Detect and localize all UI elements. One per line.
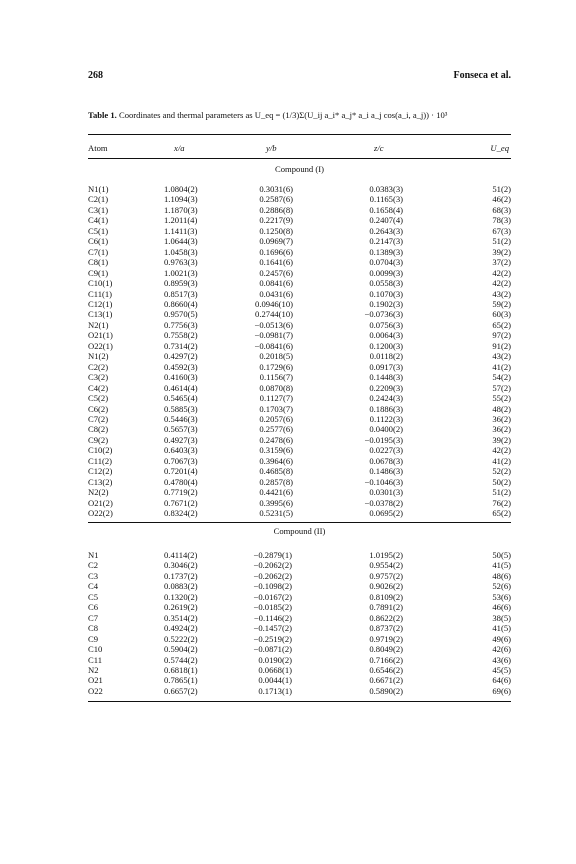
x-cell: 0.7067(3): [164, 455, 198, 466]
table-row: [88, 456, 511, 466]
ueq-cell: 46(6): [492, 602, 511, 613]
y-cell: −0.1098(2): [253, 581, 292, 592]
atom-cell: C11(2): [88, 455, 113, 466]
ueq-cell: 46(2): [492, 194, 511, 205]
table-row: [88, 435, 511, 445]
y-cell: 0.3964(6): [259, 455, 293, 466]
y-cell: 0.0946(10): [255, 298, 293, 309]
atom-cell: C9(1): [88, 267, 109, 278]
z-cell: 0.0118(2): [369, 351, 403, 362]
y-cell: −0.0841(6): [254, 340, 293, 351]
atom-cell: C12(2): [88, 466, 113, 477]
y-cell: 0.5231(5): [259, 508, 293, 519]
atom-cell: N1(1): [88, 184, 109, 194]
table-row: [88, 236, 511, 246]
ueq-cell: 45(5): [492, 664, 511, 675]
x-cell: 0.1737(2): [164, 570, 198, 581]
ueq-cell: 37(2): [492, 257, 511, 268]
atom-cell: C7(1): [88, 246, 109, 257]
x-cell: 0.5446(3): [164, 413, 198, 424]
ueq-cell: 51(2): [492, 184, 511, 194]
y-cell: 0.1713(1): [258, 685, 292, 696]
x-cell: 0.4114(2): [164, 550, 198, 560]
x-cell: 1.0804(2): [164, 184, 198, 194]
x-cell: 0.2619(2): [164, 602, 198, 613]
ueq-cell: 57(2): [492, 382, 511, 393]
x-cell: 1.0458(3): [164, 246, 198, 257]
table-row: [88, 341, 511, 351]
y-cell: 0.0668(1): [258, 664, 292, 675]
y-cell: 0.3031(6): [259, 184, 293, 194]
table-row: [88, 299, 511, 309]
ueq-cell: 52(6): [492, 581, 511, 592]
atom-cell: C4(2): [88, 382, 109, 393]
y-cell: 0.2744(10): [255, 309, 293, 320]
x-cell: 0.6818(1): [164, 664, 198, 675]
z-cell: 0.0695(2): [369, 508, 403, 519]
ueq-cell: 50(2): [492, 476, 511, 487]
ueq-cell: 43(6): [492, 654, 511, 665]
atom-cell: C7(2): [88, 413, 109, 424]
atom-cell: O22: [88, 685, 103, 696]
ueq-cell: 53(6): [492, 591, 511, 602]
table-row: [88, 247, 511, 257]
z-cell: 0.9026(2): [369, 581, 403, 592]
atom-cell: O21(1): [88, 330, 113, 341]
table-row: [88, 665, 511, 675]
x-cell: 0.4614(4): [164, 382, 198, 393]
atom-cell: C3: [88, 570, 99, 581]
x-cell: 0.8959(3): [164, 278, 198, 289]
y-cell: 0.3995(6): [259, 497, 293, 508]
atom-cell: C12(1): [88, 298, 113, 309]
y-cell: −0.2519(2): [253, 633, 292, 644]
atom-cell: C7: [88, 612, 99, 623]
ueq-cell: 78(3): [492, 215, 511, 226]
x-cell: 1.1094(3): [164, 194, 198, 205]
y-cell: 0.0044(1): [258, 675, 292, 686]
x-cell: 0.7719(2): [164, 487, 198, 498]
ueq-cell: 41(5): [492, 623, 511, 634]
x-cell: 0.9763(3): [164, 257, 198, 268]
z-cell: 0.2424(3): [369, 393, 403, 404]
z-cell: −0.0378(2): [364, 497, 403, 508]
z-cell: 0.0400(2): [369, 424, 403, 435]
z-cell: 0.0064(3): [369, 330, 403, 341]
ueq-cell: 39(2): [492, 434, 511, 445]
atom-cell: C2(1): [88, 194, 109, 205]
y-cell: 0.4421(6): [259, 487, 293, 498]
table-row: [88, 571, 511, 581]
ueq-cell: 65(2): [492, 319, 511, 330]
ueq-cell: 55(2): [492, 393, 511, 404]
table-row: [88, 215, 511, 225]
z-cell: 0.8622(2): [369, 612, 403, 623]
atom-cell: C3(2): [88, 372, 109, 383]
atom-cell: C5(1): [88, 225, 109, 236]
z-cell: 0.0558(3): [369, 278, 403, 289]
column-header-atom: Atom: [88, 143, 108, 153]
y-cell: 0.2577(6): [259, 424, 293, 435]
x-cell: 0.7201(4): [164, 466, 198, 477]
table-row: [88, 686, 511, 696]
x-cell: 0.4924(2): [164, 623, 198, 634]
table-row: [88, 592, 511, 602]
x-cell: 0.9570(5): [164, 309, 198, 320]
atom-cell: C13(1): [88, 309, 113, 320]
atom-cell: N1(2): [88, 351, 109, 362]
ueq-cell: 67(3): [492, 225, 511, 236]
table-row: [88, 362, 511, 372]
z-cell: 0.9757(2): [369, 570, 403, 581]
y-cell: 0.2057(6): [259, 413, 293, 424]
ueq-cell: 36(2): [492, 424, 511, 435]
z-cell: 0.2407(4): [369, 215, 403, 226]
y-cell: −0.1146(2): [253, 612, 292, 623]
z-cell: 0.0756(3): [369, 319, 403, 330]
atom-cell: C11(1): [88, 288, 113, 299]
z-cell: 0.0383(3): [369, 184, 403, 194]
z-cell: 0.0704(3): [369, 257, 403, 268]
x-cell: 0.8517(3): [164, 288, 198, 299]
ueq-cell: 38(5): [492, 612, 511, 623]
z-cell: 0.1486(3): [369, 466, 403, 477]
table-row: [88, 602, 511, 612]
atom-cell: C6: [88, 602, 99, 613]
table-row: [88, 257, 511, 267]
ueq-cell: 52(2): [492, 466, 511, 477]
x-cell: 0.7756(3): [164, 319, 198, 330]
x-cell: 0.5744(2): [164, 654, 198, 665]
y-cell: 0.2478(6): [259, 434, 293, 445]
y-cell: 0.1156(7): [259, 372, 293, 383]
x-cell: 0.1320(2): [164, 591, 198, 602]
header-rule: [88, 158, 511, 159]
x-cell: 0.3514(2): [164, 612, 198, 623]
atom-cell: N2(1): [88, 319, 109, 330]
z-cell: 1.0195(2): [369, 550, 403, 560]
table-row: [88, 184, 511, 194]
y-cell: −0.0981(7): [254, 330, 293, 341]
y-cell: 0.2018(5): [259, 351, 293, 362]
y-cell: 0.2886(8): [259, 204, 293, 215]
ueq-cell: 48(6): [492, 570, 511, 581]
table-row: [88, 351, 511, 361]
top-rule: [88, 134, 511, 135]
y-cell: 0.3159(6): [259, 445, 293, 456]
x-cell: 1.2011(4): [164, 215, 198, 226]
z-cell: 0.1070(3): [369, 288, 403, 299]
table-row: [88, 675, 511, 685]
z-cell: 0.2147(3): [369, 236, 403, 247]
y-cell: −0.2879(1): [253, 550, 292, 560]
ueq-cell: 69(6): [492, 685, 511, 696]
z-cell: 0.2209(3): [369, 382, 403, 393]
atom-cell: C10(1): [88, 278, 113, 289]
z-cell: 0.1886(3): [369, 403, 403, 414]
z-cell: 0.1165(3): [369, 194, 403, 205]
ueq-cell: 97(2): [492, 330, 511, 341]
x-cell: 0.4780(4): [164, 476, 198, 487]
table-row: [88, 226, 511, 236]
z-cell: 0.7891(2): [369, 602, 403, 613]
x-cell: 0.7671(2): [164, 497, 198, 508]
x-cell: 0.5885(3): [164, 403, 198, 414]
z-cell: −0.0195(3): [364, 434, 403, 445]
x-cell: 0.8660(4): [164, 298, 198, 309]
atom-cell: C9: [88, 633, 99, 644]
z-cell: 0.8109(2): [369, 591, 403, 602]
table-row: [88, 550, 511, 560]
y-cell: 0.4685(8): [259, 466, 293, 477]
ueq-cell: 68(3): [492, 204, 511, 215]
table-row: [88, 560, 511, 570]
table-row: [88, 383, 511, 393]
atom-cell: C10(2): [88, 445, 113, 456]
ueq-cell: 51(2): [492, 236, 511, 247]
table-row: [88, 644, 511, 654]
y-cell: 0.0969(7): [259, 236, 293, 247]
y-cell: 0.2857(8): [259, 476, 293, 487]
x-cell: 0.5222(2): [164, 633, 198, 644]
ueq-cell: 50(5): [492, 550, 511, 560]
x-cell: 1.0644(3): [164, 236, 198, 247]
x-cell: 0.5657(3): [164, 424, 198, 435]
x-cell: 0.8324(2): [164, 508, 198, 519]
z-cell: 0.7166(2): [369, 654, 403, 665]
atom-cell: N2: [88, 664, 99, 675]
ueq-cell: 36(2): [492, 413, 511, 424]
y-cell: 0.1703(7): [259, 403, 293, 414]
atom-cell: C10: [88, 644, 103, 655]
ueq-cell: 49(6): [492, 633, 511, 644]
atom-cell: C4(1): [88, 215, 109, 226]
z-cell: −0.1046(3): [364, 476, 403, 487]
table-row: [88, 498, 511, 508]
x-cell: 0.3046(2): [164, 560, 198, 571]
ueq-cell: 43(2): [492, 351, 511, 362]
atom-cell: O22(2): [88, 508, 113, 519]
running-head-authors: Fonseca et al.: [453, 70, 511, 81]
ueq-cell: 76(2): [492, 497, 511, 508]
y-cell: 0.1127(7): [259, 393, 293, 404]
x-cell: 0.5904(2): [164, 644, 198, 655]
atom-cell: C3(1): [88, 204, 109, 215]
compound-1-title: Compound (I): [275, 164, 324, 174]
y-cell: 0.0190(2): [258, 654, 292, 665]
table-row: [88, 309, 511, 319]
x-cell: 0.4592(3): [164, 361, 198, 372]
atom-cell: C2: [88, 560, 99, 571]
ueq-cell: 60(3): [492, 309, 511, 320]
y-cell: −0.1457(2): [253, 623, 292, 634]
table-row: [88, 205, 511, 215]
z-cell: 0.8737(2): [369, 623, 403, 634]
z-cell: 0.2643(3): [369, 225, 403, 236]
x-cell: 0.5465(4): [164, 393, 198, 404]
atom-cell: C5(2): [88, 393, 109, 404]
z-cell: 0.0917(3): [369, 361, 403, 372]
table-caption-text: Coordinates and thermal parameters as U_eq = (1/3)Σ(U_ij a_i* a_j* a_i a_j cos(a_i, a_j)) · 10³: [118, 110, 448, 120]
atom-cell: C2(2): [88, 361, 109, 372]
bottom-rule: [88, 701, 511, 702]
z-cell: 0.0099(3): [369, 267, 403, 278]
y-cell: 0.2587(6): [259, 194, 293, 205]
table-row: [88, 268, 511, 278]
x-cell: 1.1411(3): [164, 225, 198, 236]
y-cell: 0.1641(6): [259, 257, 293, 268]
table-row: [88, 581, 511, 591]
column-header-y: y/b: [266, 143, 277, 153]
y-cell: 0.2217(9): [259, 215, 293, 226]
column-header-ueq: U_eq: [490, 143, 509, 153]
atom-cell: C8: [88, 623, 99, 634]
ueq-cell: 51(2): [492, 487, 511, 498]
column-header-row: [88, 143, 511, 155]
page-number: 268: [88, 70, 103, 81]
atom-cell: C8(1): [88, 257, 109, 268]
x-cell: 0.4297(2): [164, 351, 198, 362]
y-cell: 0.1729(6): [259, 361, 293, 372]
z-cell: 0.1389(3): [369, 246, 403, 257]
atom-cell: O22(1): [88, 340, 113, 351]
ueq-cell: 59(2): [492, 298, 511, 309]
table-row: [88, 404, 511, 414]
table-row: [88, 289, 511, 299]
z-cell: 0.1658(4): [369, 204, 403, 215]
y-cell: 0.0841(6): [259, 278, 293, 289]
atom-cell: C9(2): [88, 434, 109, 445]
atom-cell: O21: [88, 675, 103, 686]
table-row: [88, 655, 511, 665]
y-cell: −0.2062(2): [253, 560, 292, 571]
page-header: [88, 70, 511, 81]
table-row: [88, 320, 511, 330]
table-row: [88, 477, 511, 487]
table-row: [88, 194, 511, 204]
table-row: [88, 372, 511, 382]
z-cell: 0.1902(3): [369, 298, 403, 309]
atom-cell: C6(2): [88, 403, 109, 414]
table-row: [88, 393, 511, 403]
table-caption: [88, 110, 511, 120]
y-cell: 0.1250(8): [259, 225, 293, 236]
x-cell: 0.6403(3): [164, 445, 198, 456]
compound-2-rows: [88, 550, 511, 696]
table-label: Table 1.: [88, 110, 117, 120]
ueq-cell: 41(2): [492, 455, 511, 466]
z-cell: 0.9554(2): [369, 560, 403, 571]
ueq-cell: 42(2): [492, 267, 511, 278]
ueq-cell: 41(5): [492, 560, 511, 571]
table-row: [88, 623, 511, 633]
y-cell: −0.0167(2): [253, 591, 292, 602]
x-cell: 0.4160(3): [164, 372, 198, 383]
table-row: [88, 508, 511, 518]
column-header-x: x/a: [174, 143, 185, 153]
ueq-cell: 42(2): [492, 445, 511, 456]
table-row: [88, 424, 511, 434]
y-cell: −0.0871(2): [253, 644, 292, 655]
table-row: [88, 613, 511, 623]
y-cell: −0.0185(2): [253, 602, 292, 613]
z-cell: 0.6546(2): [369, 664, 403, 675]
z-cell: 0.1122(3): [369, 413, 403, 424]
ueq-cell: 48(2): [492, 403, 511, 414]
y-cell: −0.2062(2): [253, 570, 292, 581]
atom-cell: C8(2): [88, 424, 109, 435]
ueq-cell: 91(2): [492, 340, 511, 351]
z-cell: 0.0227(3): [369, 445, 403, 456]
ueq-cell: 42(2): [492, 278, 511, 289]
section-rule: [88, 522, 511, 523]
x-cell: 1.1870(3): [164, 204, 198, 215]
column-header-z: z/c: [374, 143, 384, 153]
table-row: [88, 278, 511, 288]
ueq-cell: 42(6): [492, 644, 511, 655]
compound-1-rows: [88, 184, 511, 519]
atom-cell: O21(2): [88, 497, 113, 508]
z-cell: 0.9719(2): [369, 633, 403, 644]
atom-cell: C4: [88, 581, 99, 592]
atom-cell: C6(1): [88, 236, 109, 247]
y-cell: 0.1696(6): [259, 246, 293, 257]
atom-cell: C13(2): [88, 476, 113, 487]
ueq-cell: 54(2): [492, 372, 511, 383]
z-cell: 0.5890(2): [369, 685, 403, 696]
y-cell: 0.0870(8): [259, 382, 293, 393]
atom-cell: C5: [88, 591, 99, 602]
y-cell: −0.0513(6): [254, 319, 293, 330]
compound-2-title: Compound (II): [273, 526, 326, 536]
ueq-cell: 39(2): [492, 246, 511, 257]
z-cell: 0.1448(3): [369, 372, 403, 383]
x-cell: 0.7558(2): [164, 330, 198, 341]
table-row: [88, 330, 511, 340]
y-cell: 0.0431(6): [259, 288, 293, 299]
z-cell: −0.0736(3): [364, 309, 403, 320]
z-cell: 0.0301(3): [369, 487, 403, 498]
table-row: [88, 487, 511, 497]
atom-cell: C11: [88, 654, 103, 665]
table-row: [88, 466, 511, 476]
ueq-cell: 64(6): [492, 675, 511, 686]
table-row: [88, 414, 511, 424]
z-cell: 0.1200(3): [369, 340, 403, 351]
z-cell: 0.6671(2): [369, 675, 403, 686]
table-row: [88, 445, 511, 455]
ueq-cell: 65(2): [492, 508, 511, 519]
ueq-cell: 41(2): [492, 361, 511, 372]
z-cell: 0.8049(2): [369, 644, 403, 655]
x-cell: 1.0021(3): [164, 267, 198, 278]
x-cell: 0.6657(2): [164, 685, 198, 696]
x-cell: 0.7314(2): [164, 340, 198, 351]
x-cell: 0.4927(3): [164, 434, 198, 445]
atom-cell: N2(2): [88, 487, 109, 498]
x-cell: 0.0883(2): [164, 581, 198, 592]
ueq-cell: 43(2): [492, 288, 511, 299]
z-cell: 0.0678(3): [369, 455, 403, 466]
table-row: [88, 634, 511, 644]
x-cell: 0.7865(1): [164, 675, 198, 686]
y-cell: 0.2457(6): [259, 267, 293, 278]
atom-cell: N1: [88, 550, 99, 560]
